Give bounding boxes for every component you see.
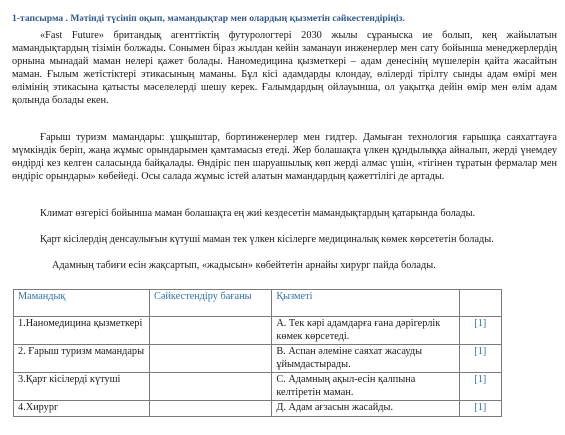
- task-title: 1-тапсырма . Мәтінді түсініп оқып, мамандықтар мен олардың қызметін сәйкестендіріңіз.: [12, 13, 405, 24]
- header-profession: Мамандық: [14, 290, 150, 317]
- header-function: Қызметі: [272, 290, 459, 317]
- match-cell[interactable]: [149, 345, 271, 373]
- matching-table: [13, 289, 502, 417]
- paragraph-2: Ғарыш туризм мамандары: ұшқыштар, бортинженерлер мен гидтер. Дамыған технология ғарышқа саяхаттауға мүмкіндік беріп, жаңа жұмыс орындарымен қамтамасыз етеді. Жер болашақта үлкен құндылыққа айналып, жерді үнемдеу өндірді кез келген саласында байқалады. Өндіріс пен шаруашылық көп жерді алмас үшін, «тігінен тұратын фермалар мен өндіріс орындары» көбейеді. Осы салада жұмыс істей алатын мамандардың қажеттілігі де артады.: [12, 132, 557, 183]
- score-cell: [1]: [459, 401, 501, 417]
- function-cell: В. Аспан әлеміне саяхат жасауды ұйымдастырады.: [272, 345, 459, 373]
- table-row: [14, 317, 502, 345]
- profession-cell: 1.Наномедицина қызметкері: [14, 317, 150, 345]
- function-cell: С. Адамның ақыл-есін қалпына келтіретін маман.: [272, 373, 459, 401]
- paragraph-3: Климат өзгерісі бойынша маман болашақта ең жиі кездесетін мамандықтардың қатарында болады.: [40, 208, 476, 219]
- table-row: [14, 401, 502, 417]
- match-cell[interactable]: [149, 317, 271, 345]
- match-cell[interactable]: [149, 373, 271, 401]
- profession-cell: 3.Қарт кісілерді күтуші: [14, 373, 150, 401]
- paragraph-4: Қарт кісілердің денсаулығын күтуші маман тек үлкен кісілерге медициналық көмек көрсететін болады.: [40, 234, 494, 245]
- function-cell: Д. Адам ағзасын жасайды.: [272, 401, 459, 417]
- paragraph-1: «Fast Future» британдық агенттіктің футурологтері 2030 жылы сұраныска ие болып, кең жайылатын мамандықтардың тізімін болжады. Сонымен бірaз жылдан кейін заманауи инженерлер мен сату бойынша менеджерлердің орнына мынадай маман нелері қажет болады. Наномедицина қызметкері – адам денесінің мүшелерін қайта жасайтын маман. Ғылым жетістіктері этикасының маманы. Бұл кісі адамдарды клондау, өлілерді тірілту сынды адам өмірі мен өлімінің этикасына қатысты мәселелерді шешу керек. Ғалымдардың ойлауынша, ол уақытқа дейін өмір мен өлім адам қолында болады екен.: [12, 30, 557, 107]
- match-cell[interactable]: [149, 401, 271, 417]
- profession-cell: 2. Ғарыш туризм мамандары: [14, 345, 150, 373]
- function-cell: А. Тек кәрі адамдарға ғана дәрігерлік көмек көрсетеді.: [272, 317, 459, 345]
- table-header-row: [14, 290, 502, 317]
- score-cell: [1]: [459, 317, 501, 345]
- table-row: [14, 373, 502, 401]
- profession-cell: 4.Хирург: [14, 401, 150, 417]
- paragraph-5: Адамның табиғи есін жақсартып, «жадысын» көбейтетін арнайы хирург пайда болады.: [52, 260, 436, 271]
- score-cell: [1]: [459, 345, 501, 373]
- header-score: [459, 290, 501, 317]
- table-row: [14, 345, 502, 373]
- header-match: Сәйкестендіру бағаны: [149, 290, 271, 317]
- score-cell: [1]: [459, 373, 501, 401]
